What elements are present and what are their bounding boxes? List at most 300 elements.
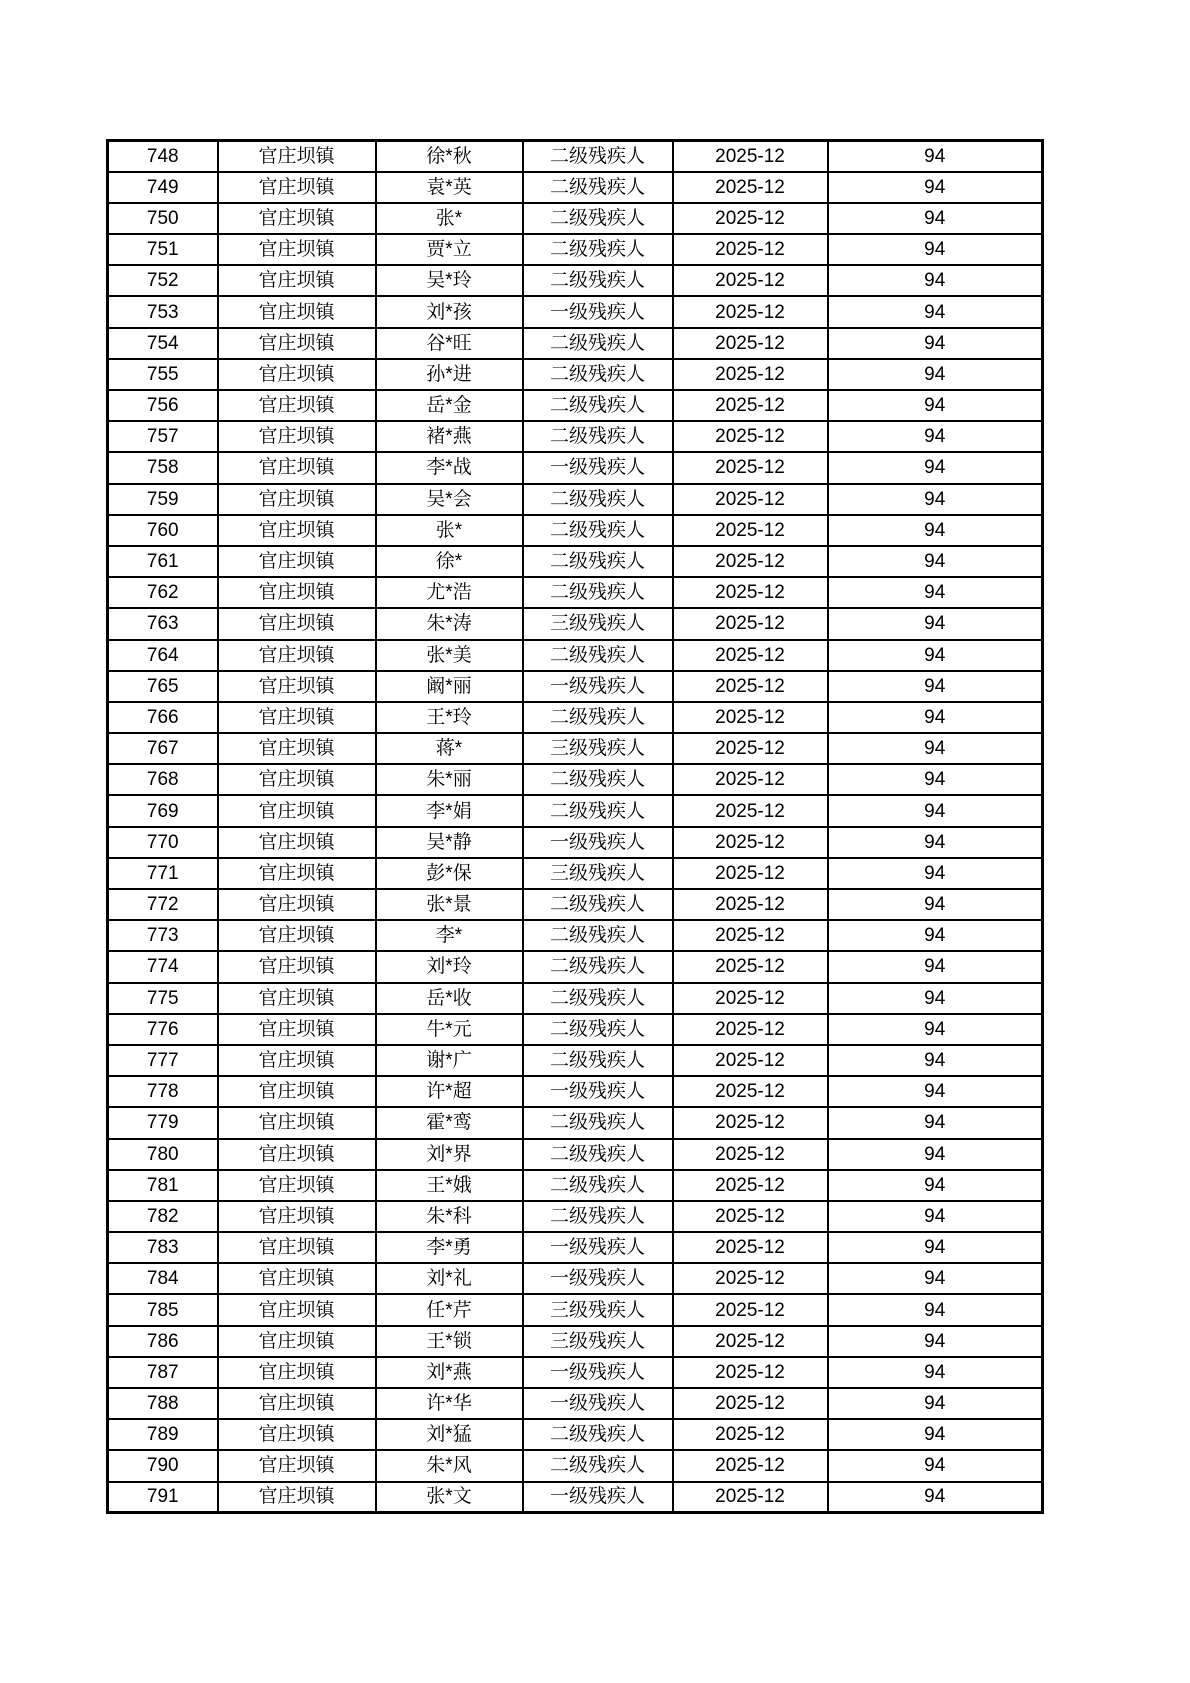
disability-level-cell: 三级残疾人 [523, 1294, 673, 1325]
amount-cell: 94 [828, 390, 1043, 421]
row-number-cell: 754 [108, 328, 218, 359]
name-cell: 刘*燕 [376, 1357, 523, 1388]
name-cell: 朱*风 [376, 1450, 523, 1481]
name-cell: 贾*立 [376, 234, 523, 265]
row-number-cell: 759 [108, 484, 218, 515]
amount-cell: 94 [828, 983, 1043, 1014]
town-cell: 官庄坝镇 [218, 1045, 376, 1076]
month-cell: 2025-12 [673, 328, 828, 359]
month-cell: 2025-12 [673, 951, 828, 982]
table-row [108, 858, 1043, 889]
month-cell: 2025-12 [673, 1014, 828, 1045]
town-cell: 官庄坝镇 [218, 702, 376, 733]
table-row [108, 702, 1043, 733]
row-number-cell: 783 [108, 1232, 218, 1263]
name-cell: 吴*会 [376, 484, 523, 515]
row-number-cell: 764 [108, 640, 218, 671]
amount-cell: 94 [828, 764, 1043, 795]
amount-cell: 94 [828, 1357, 1043, 1388]
month-cell: 2025-12 [673, 515, 828, 546]
amount-cell: 94 [828, 172, 1043, 203]
name-cell: 李* [376, 920, 523, 951]
disability-level-cell: 一级残疾人 [523, 1357, 673, 1388]
table-row [108, 889, 1043, 920]
table-row [108, 359, 1043, 390]
disability-level-cell: 二级残疾人 [523, 328, 673, 359]
amount-cell: 94 [828, 1326, 1043, 1357]
amount-cell: 94 [828, 546, 1043, 577]
table-row [108, 1357, 1043, 1388]
amount-cell: 94 [828, 1170, 1043, 1201]
row-number-cell: 750 [108, 203, 218, 234]
month-cell: 2025-12 [673, 1419, 828, 1450]
disability-level-cell: 二级残疾人 [523, 764, 673, 795]
name-cell: 吴*静 [376, 827, 523, 858]
disability-level-cell: 二级残疾人 [523, 983, 673, 1014]
month-cell: 2025-12 [673, 359, 828, 390]
month-cell: 2025-12 [673, 827, 828, 858]
name-cell: 刘*礼 [376, 1263, 523, 1294]
month-cell: 2025-12 [673, 1357, 828, 1388]
row-number-cell: 786 [108, 1326, 218, 1357]
disability-level-cell: 二级残疾人 [523, 203, 673, 234]
disability-level-cell: 二级残疾人 [523, 640, 673, 671]
name-cell: 许*超 [376, 1076, 523, 1107]
town-cell: 官庄坝镇 [218, 1263, 376, 1294]
month-cell: 2025-12 [673, 1263, 828, 1294]
disability-level-cell: 一级残疾人 [523, 1076, 673, 1107]
row-number-cell: 775 [108, 983, 218, 1014]
row-number-cell: 767 [108, 733, 218, 764]
disability-level-cell: 二级残疾人 [523, 141, 673, 172]
name-cell: 李*娟 [376, 795, 523, 826]
name-cell: 阚*丽 [376, 671, 523, 702]
amount-cell: 94 [828, 452, 1043, 483]
table-row [108, 1014, 1043, 1045]
amount-cell: 94 [828, 702, 1043, 733]
disability-level-cell: 一级残疾人 [523, 1482, 673, 1513]
town-cell: 官庄坝镇 [218, 671, 376, 702]
town-cell: 官庄坝镇 [218, 141, 376, 172]
name-cell: 朱*涛 [376, 608, 523, 639]
table-row [108, 421, 1043, 452]
table-row [108, 203, 1043, 234]
town-cell: 官庄坝镇 [218, 1294, 376, 1325]
row-number-cell: 785 [108, 1294, 218, 1325]
town-cell: 官庄坝镇 [218, 951, 376, 982]
row-number-cell: 749 [108, 172, 218, 203]
amount-cell: 94 [828, 1201, 1043, 1232]
row-number-cell: 757 [108, 421, 218, 452]
row-number-cell: 763 [108, 608, 218, 639]
amount-cell: 94 [828, 1107, 1043, 1138]
disability-level-cell: 二级残疾人 [523, 390, 673, 421]
name-cell: 李*战 [376, 452, 523, 483]
table-row [108, 577, 1043, 608]
name-cell: 徐* [376, 546, 523, 577]
name-cell: 王*娥 [376, 1170, 523, 1201]
town-cell: 官庄坝镇 [218, 1107, 376, 1138]
month-cell: 2025-12 [673, 702, 828, 733]
row-number-cell: 782 [108, 1201, 218, 1232]
amount-cell: 94 [828, 858, 1043, 889]
town-cell: 官庄坝镇 [218, 1357, 376, 1388]
month-cell: 2025-12 [673, 1076, 828, 1107]
name-cell: 刘*猛 [376, 1419, 523, 1450]
amount-cell: 94 [828, 265, 1043, 296]
disability-level-cell: 二级残疾人 [523, 1450, 673, 1481]
table-row [108, 1139, 1043, 1170]
town-cell: 官庄坝镇 [218, 920, 376, 951]
month-cell: 2025-12 [673, 764, 828, 795]
table-row [108, 484, 1043, 515]
month-cell: 2025-12 [673, 546, 828, 577]
name-cell: 刘*孩 [376, 296, 523, 327]
disability-level-cell: 一级残疾人 [523, 1232, 673, 1263]
month-cell: 2025-12 [673, 577, 828, 608]
table-row [108, 1419, 1043, 1450]
town-cell: 官庄坝镇 [218, 203, 376, 234]
town-cell: 官庄坝镇 [218, 1450, 376, 1481]
amount-cell: 94 [828, 203, 1043, 234]
disability-level-cell: 二级残疾人 [523, 172, 673, 203]
name-cell: 王*玲 [376, 702, 523, 733]
town-cell: 官庄坝镇 [218, 359, 376, 390]
town-cell: 官庄坝镇 [218, 733, 376, 764]
row-number-cell: 762 [108, 577, 218, 608]
disability-level-cell: 一级残疾人 [523, 1388, 673, 1419]
disability-level-cell: 二级残疾人 [523, 484, 673, 515]
benefits-table-body [108, 141, 1043, 1513]
row-number-cell: 774 [108, 951, 218, 982]
disability-level-cell: 二级残疾人 [523, 795, 673, 826]
disability-level-cell: 二级残疾人 [523, 1014, 673, 1045]
month-cell: 2025-12 [673, 452, 828, 483]
town-cell: 官庄坝镇 [218, 296, 376, 327]
amount-cell: 94 [828, 920, 1043, 951]
table-row [108, 733, 1043, 764]
town-cell: 官庄坝镇 [218, 1201, 376, 1232]
table-row [108, 1263, 1043, 1294]
month-cell: 2025-12 [673, 1232, 828, 1263]
name-cell: 彭*保 [376, 858, 523, 889]
name-cell: 朱*科 [376, 1201, 523, 1232]
town-cell: 官庄坝镇 [218, 858, 376, 889]
row-number-cell: 771 [108, 858, 218, 889]
amount-cell: 94 [828, 1263, 1043, 1294]
disability-level-cell: 三级残疾人 [523, 608, 673, 639]
name-cell: 尤*浩 [376, 577, 523, 608]
town-cell: 官庄坝镇 [218, 421, 376, 452]
name-cell: 蒋* [376, 733, 523, 764]
disability-level-cell: 二级残疾人 [523, 234, 673, 265]
amount-cell: 94 [828, 1388, 1043, 1419]
table-row [108, 1326, 1043, 1357]
disability-level-cell: 三级残疾人 [523, 733, 673, 764]
row-number-cell: 779 [108, 1107, 218, 1138]
row-number-cell: 789 [108, 1419, 218, 1450]
month-cell: 2025-12 [673, 484, 828, 515]
name-cell: 岳*收 [376, 983, 523, 1014]
disability-level-cell: 二级残疾人 [523, 702, 673, 733]
month-cell: 2025-12 [673, 1045, 828, 1076]
table-row [108, 983, 1043, 1014]
disability-level-cell: 二级残疾人 [523, 889, 673, 920]
table-row [108, 951, 1043, 982]
month-cell: 2025-12 [673, 608, 828, 639]
row-number-cell: 765 [108, 671, 218, 702]
table-row [108, 608, 1043, 639]
month-cell: 2025-12 [673, 1139, 828, 1170]
disability-level-cell: 一级残疾人 [523, 827, 673, 858]
month-cell: 2025-12 [673, 390, 828, 421]
amount-cell: 94 [828, 733, 1043, 764]
month-cell: 2025-12 [673, 141, 828, 172]
town-cell: 官庄坝镇 [218, 515, 376, 546]
name-cell: 李*勇 [376, 1232, 523, 1263]
name-cell: 褚*燕 [376, 421, 523, 452]
amount-cell: 94 [828, 795, 1043, 826]
name-cell: 许*华 [376, 1388, 523, 1419]
name-cell: 霍*鸾 [376, 1107, 523, 1138]
table-row [108, 296, 1043, 327]
table-row [108, 172, 1043, 203]
row-number-cell: 780 [108, 1139, 218, 1170]
amount-cell: 94 [828, 141, 1043, 172]
row-number-cell: 784 [108, 1263, 218, 1294]
amount-cell: 94 [828, 827, 1043, 858]
month-cell: 2025-12 [673, 889, 828, 920]
month-cell: 2025-12 [673, 1482, 828, 1513]
disability-level-cell: 二级残疾人 [523, 1139, 673, 1170]
town-cell: 官庄坝镇 [218, 577, 376, 608]
name-cell: 谢*广 [376, 1045, 523, 1076]
table-row [108, 1201, 1043, 1232]
name-cell: 岳*金 [376, 390, 523, 421]
table-row [108, 234, 1043, 265]
table-row [108, 827, 1043, 858]
amount-cell: 94 [828, 1419, 1043, 1450]
row-number-cell: 788 [108, 1388, 218, 1419]
month-cell: 2025-12 [673, 1326, 828, 1357]
table-row [108, 1294, 1043, 1325]
amount-cell: 94 [828, 1450, 1043, 1481]
month-cell: 2025-12 [673, 1201, 828, 1232]
table-row [108, 390, 1043, 421]
table-row [108, 1450, 1043, 1481]
row-number-cell: 768 [108, 764, 218, 795]
table-row [108, 795, 1043, 826]
name-cell: 王*锁 [376, 1326, 523, 1357]
name-cell: 牛*元 [376, 1014, 523, 1045]
table-row [108, 1045, 1043, 1076]
table-row [108, 328, 1043, 359]
amount-cell: 94 [828, 515, 1043, 546]
month-cell: 2025-12 [673, 296, 828, 327]
table-row [108, 671, 1043, 702]
name-cell: 张*文 [376, 1482, 523, 1513]
table-row [108, 1170, 1043, 1201]
row-number-cell: 776 [108, 1014, 218, 1045]
row-number-cell: 790 [108, 1450, 218, 1481]
benefits-table [106, 139, 1044, 1514]
row-number-cell: 791 [108, 1482, 218, 1513]
row-number-cell: 748 [108, 141, 218, 172]
name-cell: 谷*旺 [376, 328, 523, 359]
town-cell: 官庄坝镇 [218, 1076, 376, 1107]
month-cell: 2025-12 [673, 265, 828, 296]
row-number-cell: 751 [108, 234, 218, 265]
town-cell: 官庄坝镇 [218, 1014, 376, 1045]
row-number-cell: 766 [108, 702, 218, 733]
amount-cell: 94 [828, 1076, 1043, 1107]
town-cell: 官庄坝镇 [218, 1170, 376, 1201]
table-row [108, 920, 1043, 951]
disability-level-cell: 二级残疾人 [523, 515, 673, 546]
name-cell: 张*美 [376, 640, 523, 671]
name-cell: 张* [376, 203, 523, 234]
month-cell: 2025-12 [673, 640, 828, 671]
amount-cell: 94 [828, 484, 1043, 515]
amount-cell: 94 [828, 1139, 1043, 1170]
town-cell: 官庄坝镇 [218, 1388, 376, 1419]
disability-level-cell: 二级残疾人 [523, 421, 673, 452]
row-number-cell: 756 [108, 390, 218, 421]
name-cell: 孙*进 [376, 359, 523, 390]
month-cell: 2025-12 [673, 1388, 828, 1419]
disability-level-cell: 一级残疾人 [523, 452, 673, 483]
month-cell: 2025-12 [673, 1170, 828, 1201]
amount-cell: 94 [828, 577, 1043, 608]
town-cell: 官庄坝镇 [218, 983, 376, 1014]
table-row [108, 1107, 1043, 1138]
town-cell: 官庄坝镇 [218, 484, 376, 515]
town-cell: 官庄坝镇 [218, 1419, 376, 1450]
row-number-cell: 758 [108, 452, 218, 483]
disability-level-cell: 二级残疾人 [523, 546, 673, 577]
name-cell: 朱*丽 [376, 764, 523, 795]
name-cell: 吴*玲 [376, 265, 523, 296]
disability-level-cell: 二级残疾人 [523, 265, 673, 296]
town-cell: 官庄坝镇 [218, 390, 376, 421]
disability-level-cell: 一级残疾人 [523, 1263, 673, 1294]
table-row [108, 141, 1043, 172]
amount-cell: 94 [828, 640, 1043, 671]
amount-cell: 94 [828, 889, 1043, 920]
amount-cell: 94 [828, 1045, 1043, 1076]
table-row [108, 515, 1043, 546]
name-cell: 张* [376, 515, 523, 546]
amount-cell: 94 [828, 421, 1043, 452]
row-number-cell: 770 [108, 827, 218, 858]
disability-level-cell: 一级残疾人 [523, 296, 673, 327]
row-number-cell: 772 [108, 889, 218, 920]
table-row [108, 452, 1043, 483]
name-cell: 张*景 [376, 889, 523, 920]
name-cell: 任*芹 [376, 1294, 523, 1325]
row-number-cell: 761 [108, 546, 218, 577]
row-number-cell: 755 [108, 359, 218, 390]
town-cell: 官庄坝镇 [218, 1139, 376, 1170]
month-cell: 2025-12 [673, 1107, 828, 1138]
town-cell: 官庄坝镇 [218, 1326, 376, 1357]
disability-level-cell: 二级残疾人 [523, 1419, 673, 1450]
disability-level-cell: 二级残疾人 [523, 359, 673, 390]
month-cell: 2025-12 [673, 1294, 828, 1325]
amount-cell: 94 [828, 1294, 1043, 1325]
town-cell: 官庄坝镇 [218, 172, 376, 203]
amount-cell: 94 [828, 328, 1043, 359]
table-row [108, 265, 1043, 296]
table-row [108, 1076, 1043, 1107]
disability-level-cell: 二级残疾人 [523, 920, 673, 951]
disability-level-cell: 二级残疾人 [523, 1045, 673, 1076]
row-number-cell: 769 [108, 795, 218, 826]
disability-level-cell: 一级残疾人 [523, 671, 673, 702]
month-cell: 2025-12 [673, 1450, 828, 1481]
month-cell: 2025-12 [673, 920, 828, 951]
row-number-cell: 752 [108, 265, 218, 296]
town-cell: 官庄坝镇 [218, 795, 376, 826]
town-cell: 官庄坝镇 [218, 546, 376, 577]
town-cell: 官庄坝镇 [218, 452, 376, 483]
row-number-cell: 753 [108, 296, 218, 327]
month-cell: 2025-12 [673, 795, 828, 826]
town-cell: 官庄坝镇 [218, 265, 376, 296]
row-number-cell: 773 [108, 920, 218, 951]
town-cell: 官庄坝镇 [218, 234, 376, 265]
table-row [108, 1482, 1043, 1513]
month-cell: 2025-12 [673, 172, 828, 203]
disability-level-cell: 二级残疾人 [523, 1170, 673, 1201]
month-cell: 2025-12 [673, 858, 828, 889]
town-cell: 官庄坝镇 [218, 640, 376, 671]
town-cell: 官庄坝镇 [218, 608, 376, 639]
town-cell: 官庄坝镇 [218, 1232, 376, 1263]
amount-cell: 94 [828, 1014, 1043, 1045]
row-number-cell: 787 [108, 1357, 218, 1388]
disability-level-cell: 二级残疾人 [523, 951, 673, 982]
amount-cell: 94 [828, 671, 1043, 702]
month-cell: 2025-12 [673, 234, 828, 265]
town-cell: 官庄坝镇 [218, 1482, 376, 1513]
row-number-cell: 760 [108, 515, 218, 546]
month-cell: 2025-12 [673, 671, 828, 702]
disability-level-cell: 三级残疾人 [523, 1326, 673, 1357]
row-number-cell: 781 [108, 1170, 218, 1201]
name-cell: 徐*秋 [376, 141, 523, 172]
name-cell: 刘*界 [376, 1139, 523, 1170]
town-cell: 官庄坝镇 [218, 889, 376, 920]
table-row [108, 1232, 1043, 1263]
amount-cell: 94 [828, 1232, 1043, 1263]
amount-cell: 94 [828, 608, 1043, 639]
table-row [108, 546, 1043, 577]
month-cell: 2025-12 [673, 203, 828, 234]
row-number-cell: 777 [108, 1045, 218, 1076]
disability-level-cell: 三级残疾人 [523, 858, 673, 889]
town-cell: 官庄坝镇 [218, 328, 376, 359]
town-cell: 官庄坝镇 [218, 827, 376, 858]
amount-cell: 94 [828, 296, 1043, 327]
amount-cell: 94 [828, 234, 1043, 265]
amount-cell: 94 [828, 951, 1043, 982]
amount-cell: 94 [828, 359, 1043, 390]
month-cell: 2025-12 [673, 983, 828, 1014]
disability-level-cell: 二级残疾人 [523, 1201, 673, 1232]
disability-level-cell: 二级残疾人 [523, 1107, 673, 1138]
month-cell: 2025-12 [673, 421, 828, 452]
